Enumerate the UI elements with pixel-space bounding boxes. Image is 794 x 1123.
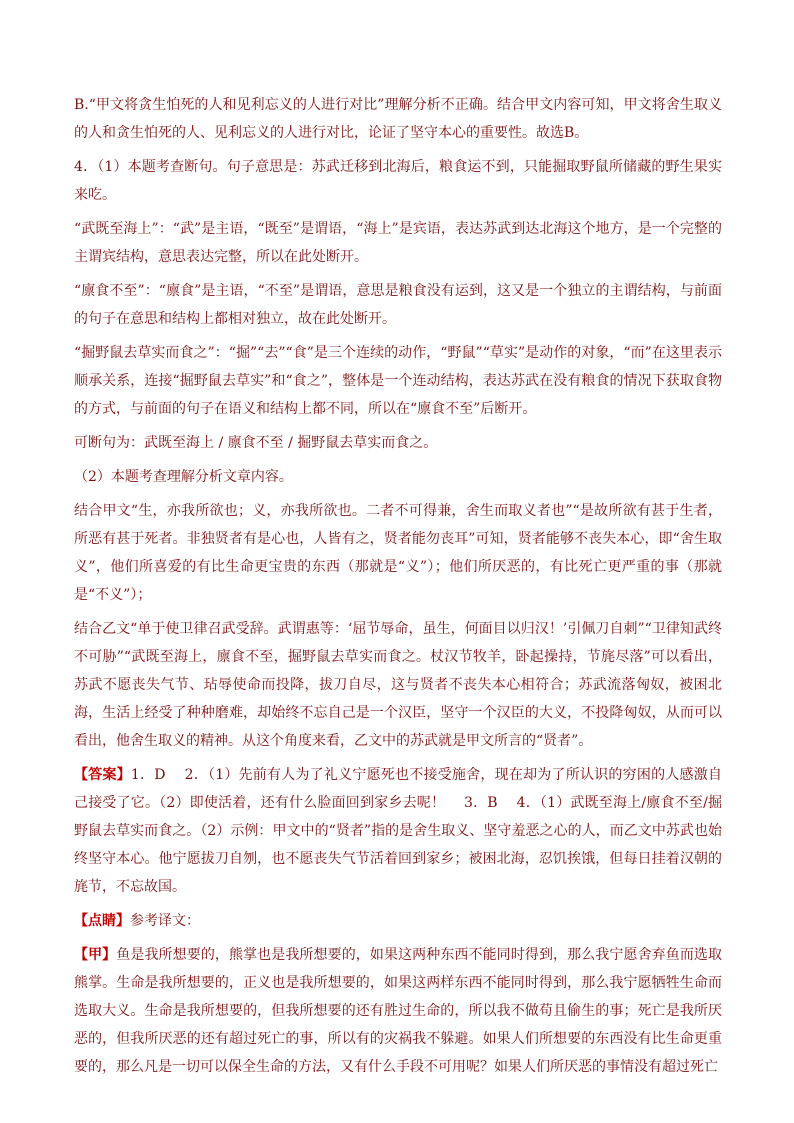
paragraph-text: “武既至海上”：“武”是主语，“既至”是谓语，“海上”是宾语，表达苏武到达北海这个地方，是一个完整的主谓宾结构，意思表达完整，所以在此处断开。 [74, 221, 722, 265]
paragraph-text: 可断句为：武既至海上 / 廪食不至 / 掘野鼠去草实而食之。 [74, 435, 438, 451]
paragraph-text: “廪食不至”：“廪食”是主语，“不至”是谓语，意思是粮食没有运到，这又是一个独立的主谓结构，与前面的句子在意思和结构上都相对独立，故在此处断开。 [74, 283, 722, 327]
paragraph [74, 339, 722, 423]
paragraph-text: 结合乙文“单于使卫律召武受辞。武谓惠等：‘屈节辱命，虽生，何面目以归汉！’引佩刀自刺”“卫律知武终不可胁”“武既至海上，廪食不至，掘野鼠去草实而食之。杖汉节牧羊，卧起操持，节旄尽落”可以看出，苏武不愿丧失气节、玷辱使命而投降，拔刀自尽，这与贤者不丧失本心相符合；苏武流落匈奴，被困北海，生活上经受了种种磨难，却始终不忘自己是一个汉臣，坚守一个汉臣的大义，不投降匈奴，从而可以看出，他舍生取义的精神。从这个角度来看，乙文中的苏武就是甲文所言的“贤者”。 [74, 621, 722, 749]
paragraph [74, 429, 722, 457]
document-body [74, 91, 722, 1087]
paragraph-text: 参考译文： [130, 913, 200, 929]
paragraph [74, 153, 722, 209]
translation-paragraph [74, 941, 722, 1081]
answer-tag: 【答案】 [74, 767, 131, 783]
answer-paragraph [74, 761, 722, 901]
paragraph [74, 497, 722, 609]
paragraph-text: B.“甲文将贪生怕死的人和见利忘义的人进行对比”理解分析不正确。结合甲文内容可知，甲文将舍生取义的人和贪生怕死的人、见利忘义的人进行对比，论证了坚守本心的重要性。故选B。 [74, 97, 722, 141]
paragraph-text: （2）本题考查理解分析文章内容。 [74, 469, 293, 485]
note-tag: 【点睛】 [74, 913, 130, 929]
paragraph [74, 91, 722, 147]
paragraph-text: 1．D 2．（1）先前有人为了礼义宁愿死也不接受施舍，现在却为了所认识的穷困的人感激自己接受了它。（2）即使活着，还有什么脸面回到家乡去呢！ 3．B 4．（1）武既至海上/廪食不至/掘野鼠去草实而食之。（2）示例：甲文中的“贤者”指的是舍生取义、坚守羞恶之心的人，而乙文中苏武也始终坚守本心。他宁愿拔刀自刎，也不愿丧失气节活着回到家乡；被困北海，忍饥挨饿，但每日挂着汉朝的旄节，不忘故国。 [74, 767, 722, 895]
paragraph-text: 4．（1）本题考查断句。句子意思是：苏武迁移到北海后，粮食运不到，只能掘取野鼠所储藏的野生果实来吃。 [74, 159, 722, 203]
paragraph [74, 215, 722, 271]
translation-tag: 【甲】 [74, 947, 117, 963]
paragraph-text: “掘野鼠去草实而食之”：“掘”“去”“食”是三个连续的动作，“野鼠”“草实”是动作的对象，“而”在这里表示顺承关系，连接“掘野鼠去草实”和“食之”，整体是一个连动结构，表达苏武在没有粮食的情况下获取食物的方式，与前面的句子在语义和结构上都不同，所以在“廪食不至”后断开。 [74, 345, 722, 417]
paragraph [74, 463, 722, 491]
paragraph [74, 615, 722, 755]
paragraph-text: 鱼是我所想要的，熊掌也是我所想要的，如果这两种东西不能同时得到，那么我宁愿舍弃鱼而选取熊掌。生命是我所想要的，正义也是我所想要的，如果这两样东西不能同时得到，那么我宁愿牺牲生命而选取大义。生命是我所想要的，但我所想要的还有胜过生命的，所以我不做苟且偷生的事；死亡是我所厌恶的，但我所厌恶的还有超过死亡的事，所以有的灾祸我不躲避。如果人们所想要的东西没有比生命更重要的，那么凡是一切可以保全生命的方法，又有什么手段不可用呢？如果人们所厌恶的事情没有超过死亡 [74, 947, 723, 1075]
paragraph [74, 277, 722, 333]
paragraph-text: 结合甲文“生，亦我所欲也；义，亦我所欲也。二者不可得兼，舍生而取义者也”“是故所欲有甚于生者，所恶有甚于死者。非独贤者有是心也，人皆有之，贤者能勿丧耳”可知，贤者能够不丧失本心，即“舍生取义”，他们所喜爱的有比生命更宝贵的东西（那就是“义”）；他们所厌恶的，有比死亡更严重的事（那就是“不义”）； [74, 503, 722, 603]
note-paragraph [74, 907, 722, 935]
